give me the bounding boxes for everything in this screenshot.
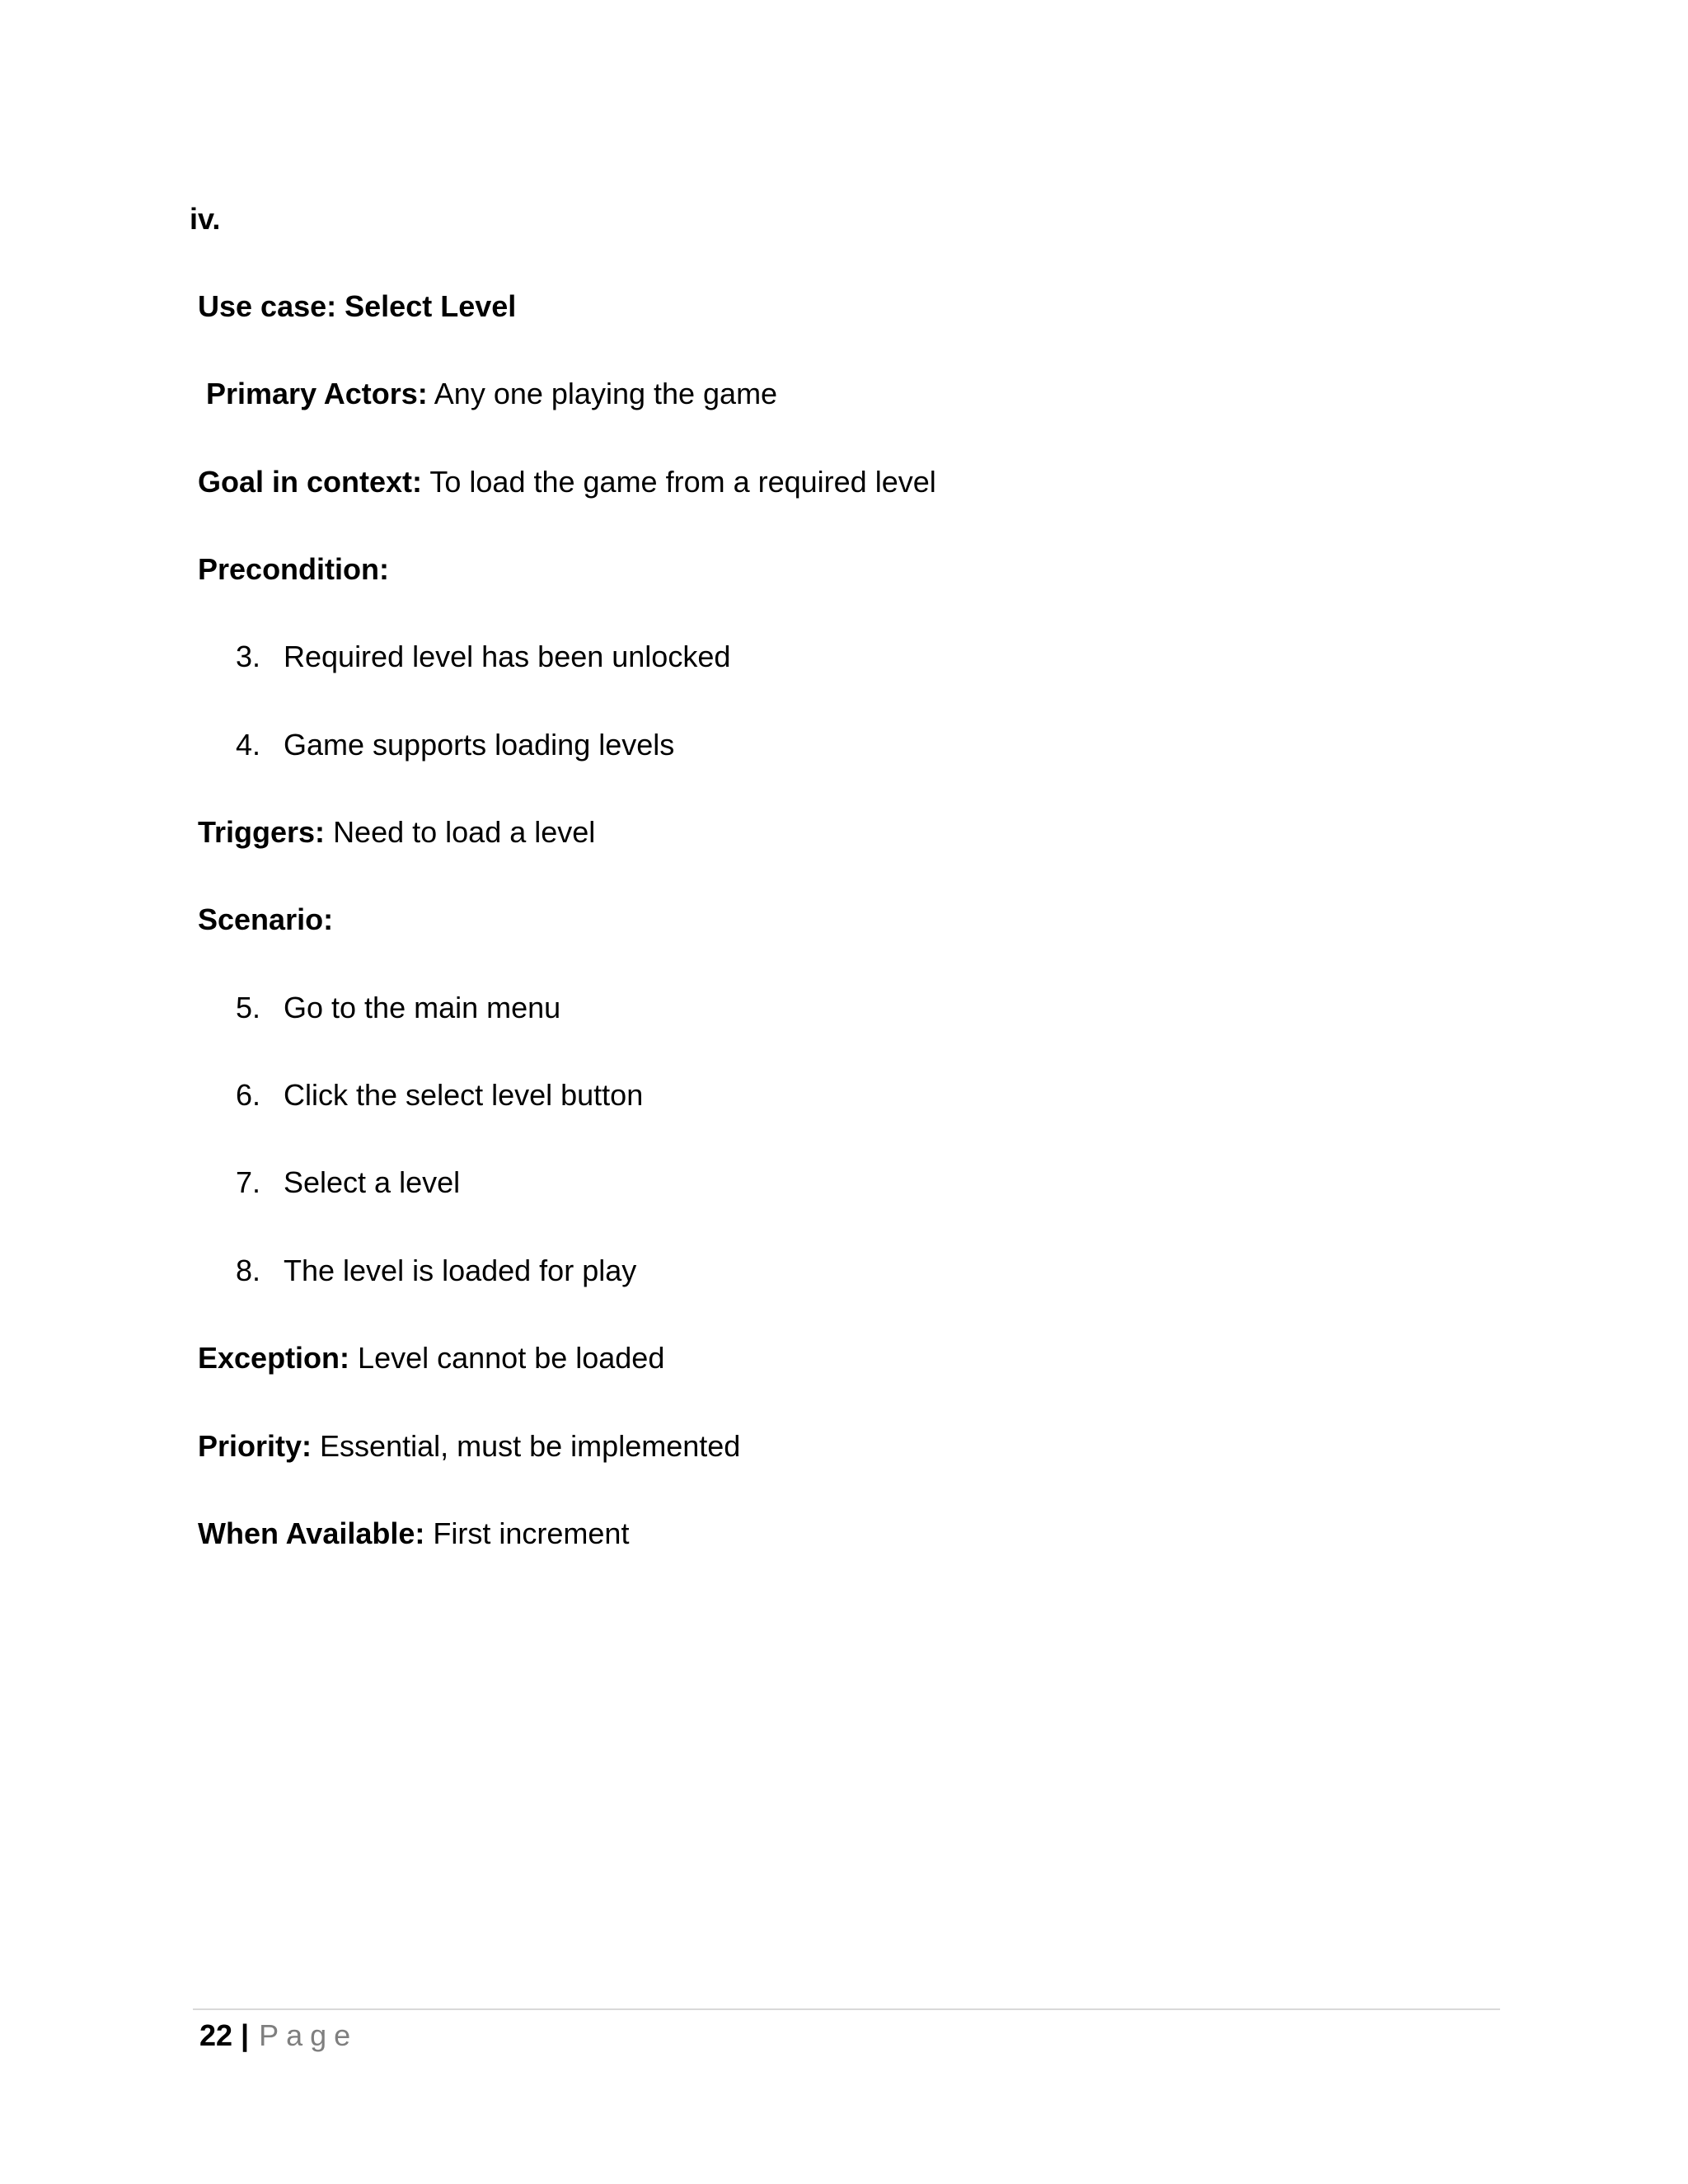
goal-label: Goal in context: bbox=[198, 465, 423, 499]
priority-line bbox=[198, 1428, 740, 1465]
exception-line bbox=[198, 1340, 664, 1376]
list-item-number: 5. bbox=[235, 991, 260, 1024]
precondition-label: Precondition: bbox=[198, 552, 389, 586]
scenario-label: Scenario: bbox=[198, 902, 334, 936]
exception-value: Level cannot be loaded bbox=[358, 1341, 665, 1375]
list-item-text: The level is loaded for play bbox=[284, 1254, 637, 1287]
primary-actors-line bbox=[206, 376, 777, 412]
page-number: 22 bbox=[199, 2018, 233, 2052]
when-available-label: When Available: bbox=[198, 1516, 425, 1550]
priority-label: Priority: bbox=[198, 1429, 312, 1463]
list-item-number: 4. bbox=[235, 728, 260, 762]
list-item-number: 3. bbox=[235, 640, 260, 673]
section-number: iv. bbox=[190, 202, 221, 236]
list-item-number: 8. bbox=[235, 1254, 260, 1287]
page-word: Page bbox=[259, 2018, 359, 2052]
triggers-value: Need to load a level bbox=[333, 815, 596, 849]
use-case-value: Select Level bbox=[345, 289, 517, 323]
footer-divider bbox=[193, 2008, 1500, 2010]
goal-value: To load the game from a required level bbox=[429, 465, 936, 499]
list-item-text: Click the select level button bbox=[284, 1078, 644, 1112]
list-item-text: Go to the main menu bbox=[284, 991, 561, 1024]
triggers-label: Triggers: bbox=[198, 815, 326, 849]
list-item-number: 7. bbox=[235, 1165, 260, 1199]
when-available-line bbox=[198, 1516, 629, 1552]
priority-value: Essential, must be implemented bbox=[320, 1429, 741, 1463]
primary-actors-label: Primary Actors: bbox=[206, 377, 428, 410]
goal-line bbox=[198, 464, 936, 500]
primary-actors-value: Any one playing the game bbox=[434, 377, 778, 410]
page-footer bbox=[199, 2018, 358, 2054]
when-available-value: First increment bbox=[433, 1516, 630, 1550]
list-item-text: Select a level bbox=[284, 1165, 461, 1199]
list-item-text: Game supports loading levels bbox=[284, 728, 675, 762]
use-case-line bbox=[198, 288, 516, 325]
list-item-text: Required level has been unlocked bbox=[284, 640, 731, 673]
footer-separator: | bbox=[241, 2018, 250, 2052]
use-case-label: Use case: bbox=[198, 289, 337, 323]
list-item-number: 6. bbox=[235, 1078, 260, 1112]
exception-label: Exception: bbox=[198, 1341, 350, 1375]
triggers-line bbox=[198, 814, 595, 851]
